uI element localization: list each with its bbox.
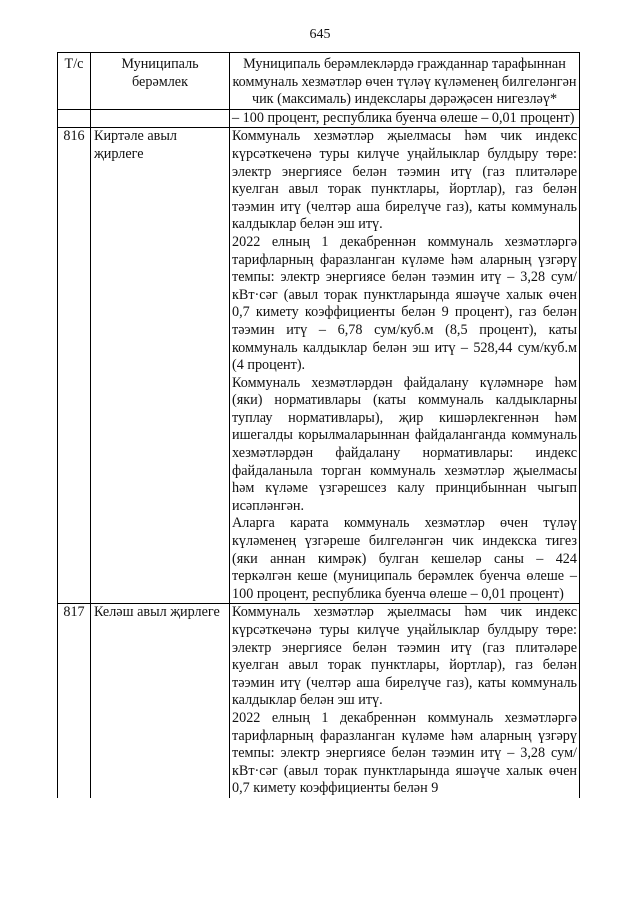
indices-table (57, 52, 580, 798)
table-header-row (58, 53, 580, 110)
row-justification (230, 604, 580, 798)
header-justification: Муниципаль берәмлекләрдә гражданнар тарафыннан коммуналь хезмәтләр өчен түләү күләменең билгеләнгән чик (максималь) индекслары дәрәҗәсен нигезләү* (230, 53, 580, 110)
page-number: 645 (309, 27, 331, 42)
paragraph: Аларга карата коммуналь хезмәтләр өчен түләү күләменең үзгәреше билгеләнгән чик индекска тигез (яки аннан кимрәк) булган кешеләр саны – 424 теркәлгән кеше (муниципаль берәмлек буенча өлеше – 100 процент, республика буенча өлеше – 0,01 процент) (232, 515, 577, 602)
header-municipality: Муниципаль берәмлек (91, 53, 230, 110)
paragraph: – 100 процент, республика буенча өлеше – 0,01 процент) (232, 109, 575, 126)
row-number: 817 (58, 604, 91, 798)
paragraph: Коммуналь хезмәтләр җыелмасы һәм чик индекс күрсәткечәнә туры килүче уңайлыклар булдыру төре: электр энергиясе белән тәэмин итү (газ плитәләре куелган авыл торак пунктлары, йортлар), газ белән тәэмин итү (челтәр аша бирелүче газ), каты коммуналь калдыклар белән эш итү. (232, 604, 577, 709)
paragraph: 2022 елның 1 декабреннән коммуналь хезмәтләргә тарифларның фаразланган күләме һәм аларның үзгәрү темпы: электр энергиясе белән тәэмин итү – 3,28 сум/кВт·сәг (авыл торак пунктларында яшәүче халык өчен 0,7 кимету коэффициенты белән 9 процент), газ белән тәэмин итү – 6,78 сум/куб.м (8,5 процент), каты коммуналь калдыклар белән эш итү – 528,44 сум/куб.м (4 процент). (232, 233, 577, 374)
row-number: 816 (58, 128, 91, 604)
table-row (58, 128, 580, 604)
table-row (58, 109, 580, 128)
row-number (58, 109, 91, 128)
table-row (58, 604, 580, 798)
row-municipality: Келәш авыл җирлеге (91, 604, 230, 798)
header-number: Т/с (58, 53, 91, 110)
row-municipality: Киртәле авыл җирлеге (91, 128, 230, 604)
row-justification (230, 109, 580, 128)
row-municipality (91, 109, 230, 128)
paragraph: 2022 елның 1 декабреннән коммуналь хезмәтләргә тарифларның фаразланган күләме һәм аларның үзгәрү темпы: электр энергиясе белән тәэмин итү – 3,28 сум/кВт·сәг (авыл торак пунктларында яшәүче халык өчен 0,7 кимету коэффициенты белән 9 (232, 709, 577, 797)
row-justification (230, 128, 580, 604)
paragraph: Коммуналь хезмәтләр җыелмасы һәм чик индекс күрсәткеченә туры килүче уңайлыклар булдыру төре: электр энергиясе белән тәэмин итү (газ плитәләре куелган авыл торак пунктлары, йортлар), газ белән тәэмин итү (челтәр аша бирелүче газ), каты коммуналь калдыклар белән эш итү. (232, 128, 577, 233)
paragraph: Коммуналь хезмәтләрдән файдалану күләмнәре һәм (яки) нормативлары (каты коммуналь калдыкларны туплау нормативлары), җир кишәрлекгеннән һәм ишегалды корылмаларыннан файдаланганда коммуналь хезмәтләрдән файдалану нормативлары: индекс файдаланыла торган коммуналь хезмәтләр җыелмасы һәм күләме үзгәрешсез калу принцибыннан чыгып исәпләнгән. (232, 374, 577, 514)
